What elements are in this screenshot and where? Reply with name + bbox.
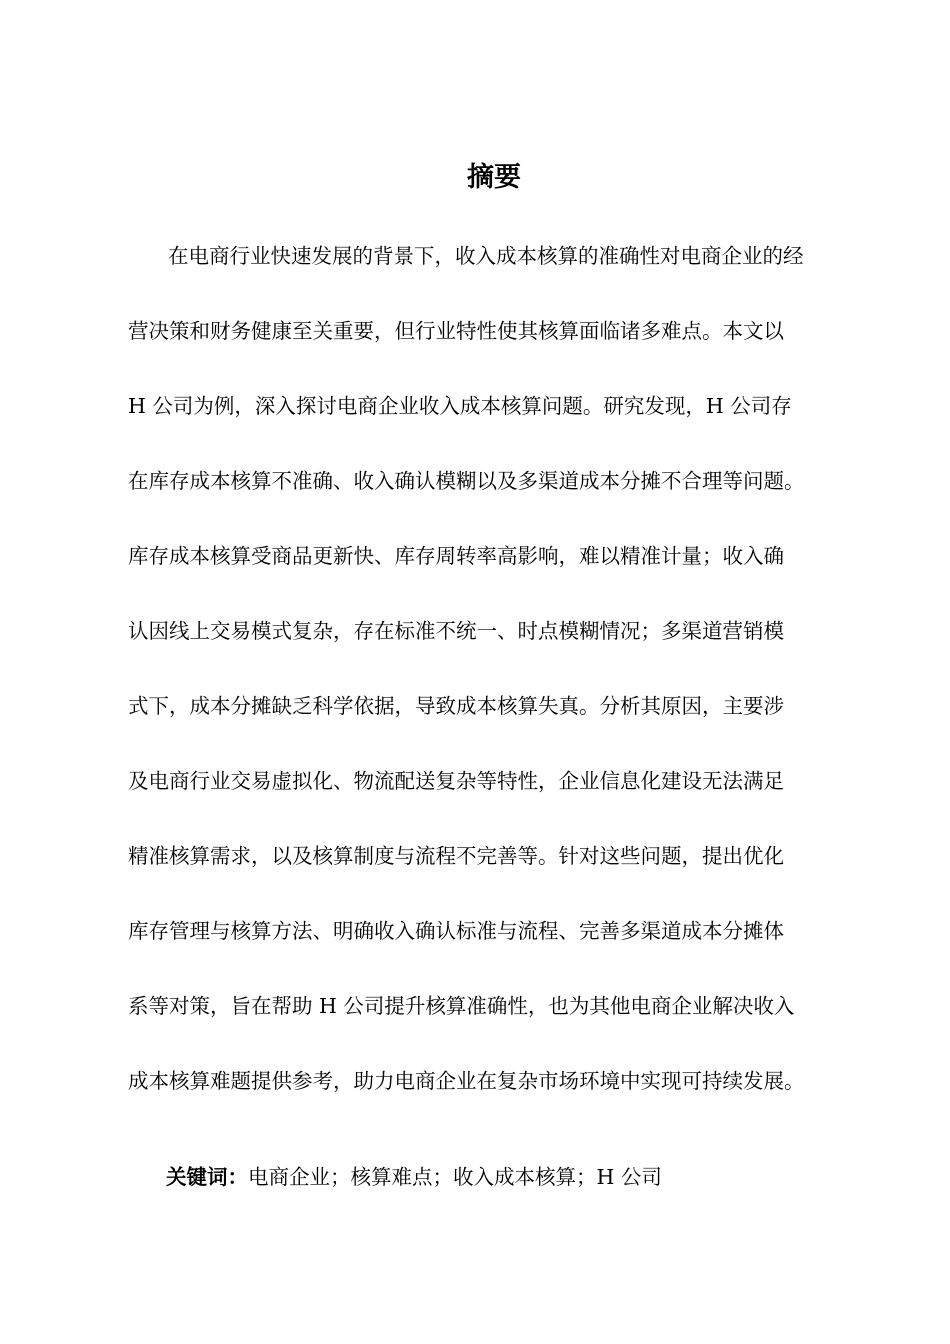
abstract-line: 及电商行业交易虚拟化、物流配送复杂等特性，企业信息化建设无法满足 [128,769,784,793]
keywords [166,1154,866,1200]
page-title: 摘要 [467,162,521,193]
abstract-line: 营决策和财务健康至关重要，但行业特性使其核算面临诸多难点。本文以 [128,319,784,343]
abstract-line: 库存成本核算受商品更新快、库存周转率高影响，难以精准计量；收入确 [128,544,784,568]
abstract-line: 在电商行业快速发展的背景下，收入成本核算的准确性对电商企业的经 [168,244,804,268]
keywords-label: 关键词： [166,1165,248,1189]
abstract-line: 成本核算难题提供参考，助力电商企业在复杂市场环境中实现可持续发展。 [128,1069,805,1093]
keywords-value: 电商企业；核算难点；收入成本核算；H 公司 [248,1165,662,1189]
abstract-line: H 公司为例，深入探讨电商企业收入成本核算问题。研究发现，H 公司存 [128,394,792,418]
abstract-line: 在库存成本核算不准确、收入确认模糊以及多渠道成本分摊不合理等问题。 [128,469,805,493]
abstract-line: 式下，成本分摊缺乏科学依据，导致成本核算失真。分析其原因，主要涉 [128,694,784,718]
abstract-line: 认因线上交易模式复杂，存在标准不统一、时点模糊情况；多渠道营销模 [128,619,784,643]
abstract-line: 系等对策，旨在帮助 H 公司提升核算准确性，也为其他电商企业解决收入 [128,994,795,1018]
abstract-body [128,231,860,1131]
abstract-line: 库存管理与核算方法、明确收入确认标准与流程、完善多渠道成本分摊体 [128,919,784,943]
abstract-line: 精准核算需求，以及核算制度与流程不完善等。针对这些问题，提出优化 [128,844,784,868]
